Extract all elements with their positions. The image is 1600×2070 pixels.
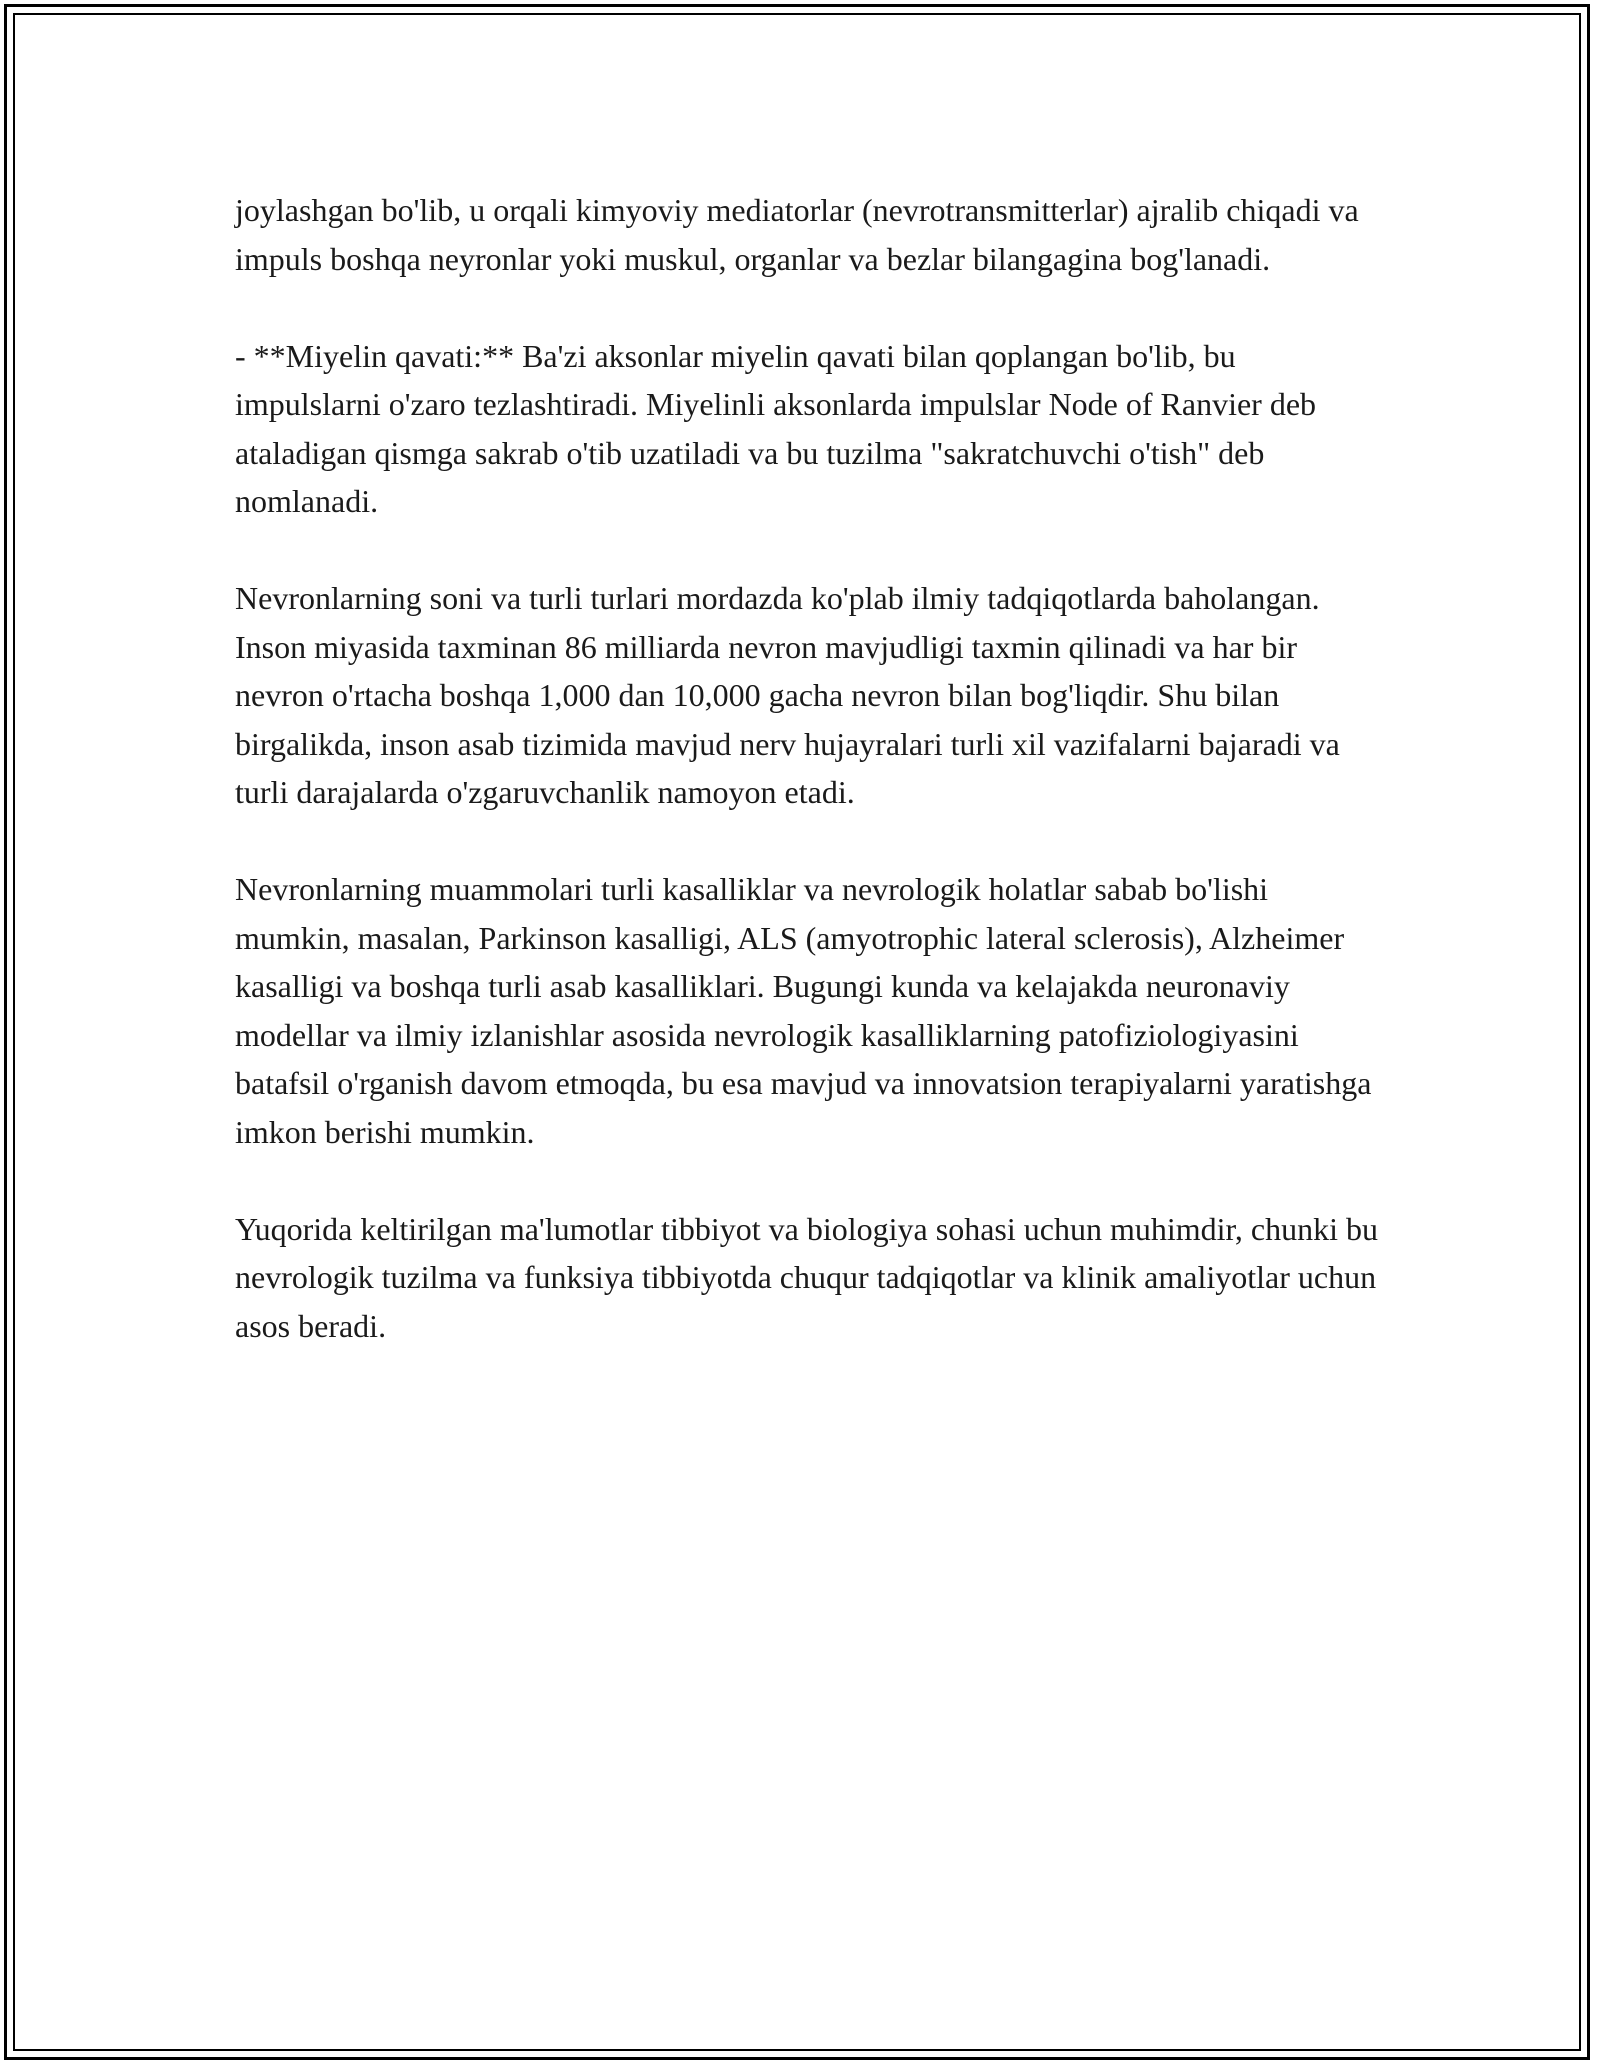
paragraph-conclusion: Yuqorida keltirilgan ma'lumotlar tibbiyot va biologiya sohasi uchun muhimdir, chunki bu nevrologik tuzilma va funksiya tibbiyotda chuqur tadqiqotlar va klinik amaliyotlar uchun asos beradi. xyxy=(235,1210,1378,1344)
document-body xyxy=(235,186,1385,1350)
paragraph-synapse-continuation: joylashgan bo'lib, u orqali kimyoviy mediatorlar (nevrotransmitterlar) ajralib chiqadi va impuls boshqa neyronlar yoki muskul, organlar va bezlar bilangagina bog'lanadi. xyxy=(235,192,1359,277)
paragraph-neuron-count: Nevronlarning soni va turli turlari mordazda ko'plab ilmiy tadqiqotlarda baholangan. Inson miyasida taxminan 86 milliarda nevron mavjudligi taxmin qilinadi va har bir nevron o'rtacha boshqa 1,000 dan 10,000 gacha nevron bilan bog'liqdir. Shu bilan birgalikda, inson asab tizimida mavjud nerv hujayralari turli xil vazifalarni bajaradi va turli darajalarda o'zgaruvchanlik namoyon etadi. xyxy=(235,580,1340,810)
paragraph-myelin-sheath: - **Miyelin qavati:** Ba'zi aksonlar miyelin qavati bilan qoplangan bo'lib, bu impulslarni o'zaro tezlashtiradi. Miyelinli aksonlarda impulslar Node of Ranvier deb ataladigan qismga sakrab o'tib uzatiladi va bu tuzilma "sakratchuvchi o'tish" deb nomlanadi. xyxy=(235,337,1317,519)
paragraph-neuron-diseases: Nevronlarning muammolari turli kasalliklar va nevrologik holatlar sabab bo'lishi mumkin, masalan, Parkinson kasalligi, ALS (amyotrophic lateral sclerosis), Alzheimer kasalligi va boshqa turli asab kasalliklari. Bugungi kunda va kelajakda neuronaviy modellar va ilmiy izlanishlar asosida nevrologik kasalliklarning patofiziologiyasini batafsil o'rganish davom etmoqda, bu esa mavjud va innovatsion terapiyalarni yaratishga imkon berishi mumkin. xyxy=(235,871,1372,1150)
